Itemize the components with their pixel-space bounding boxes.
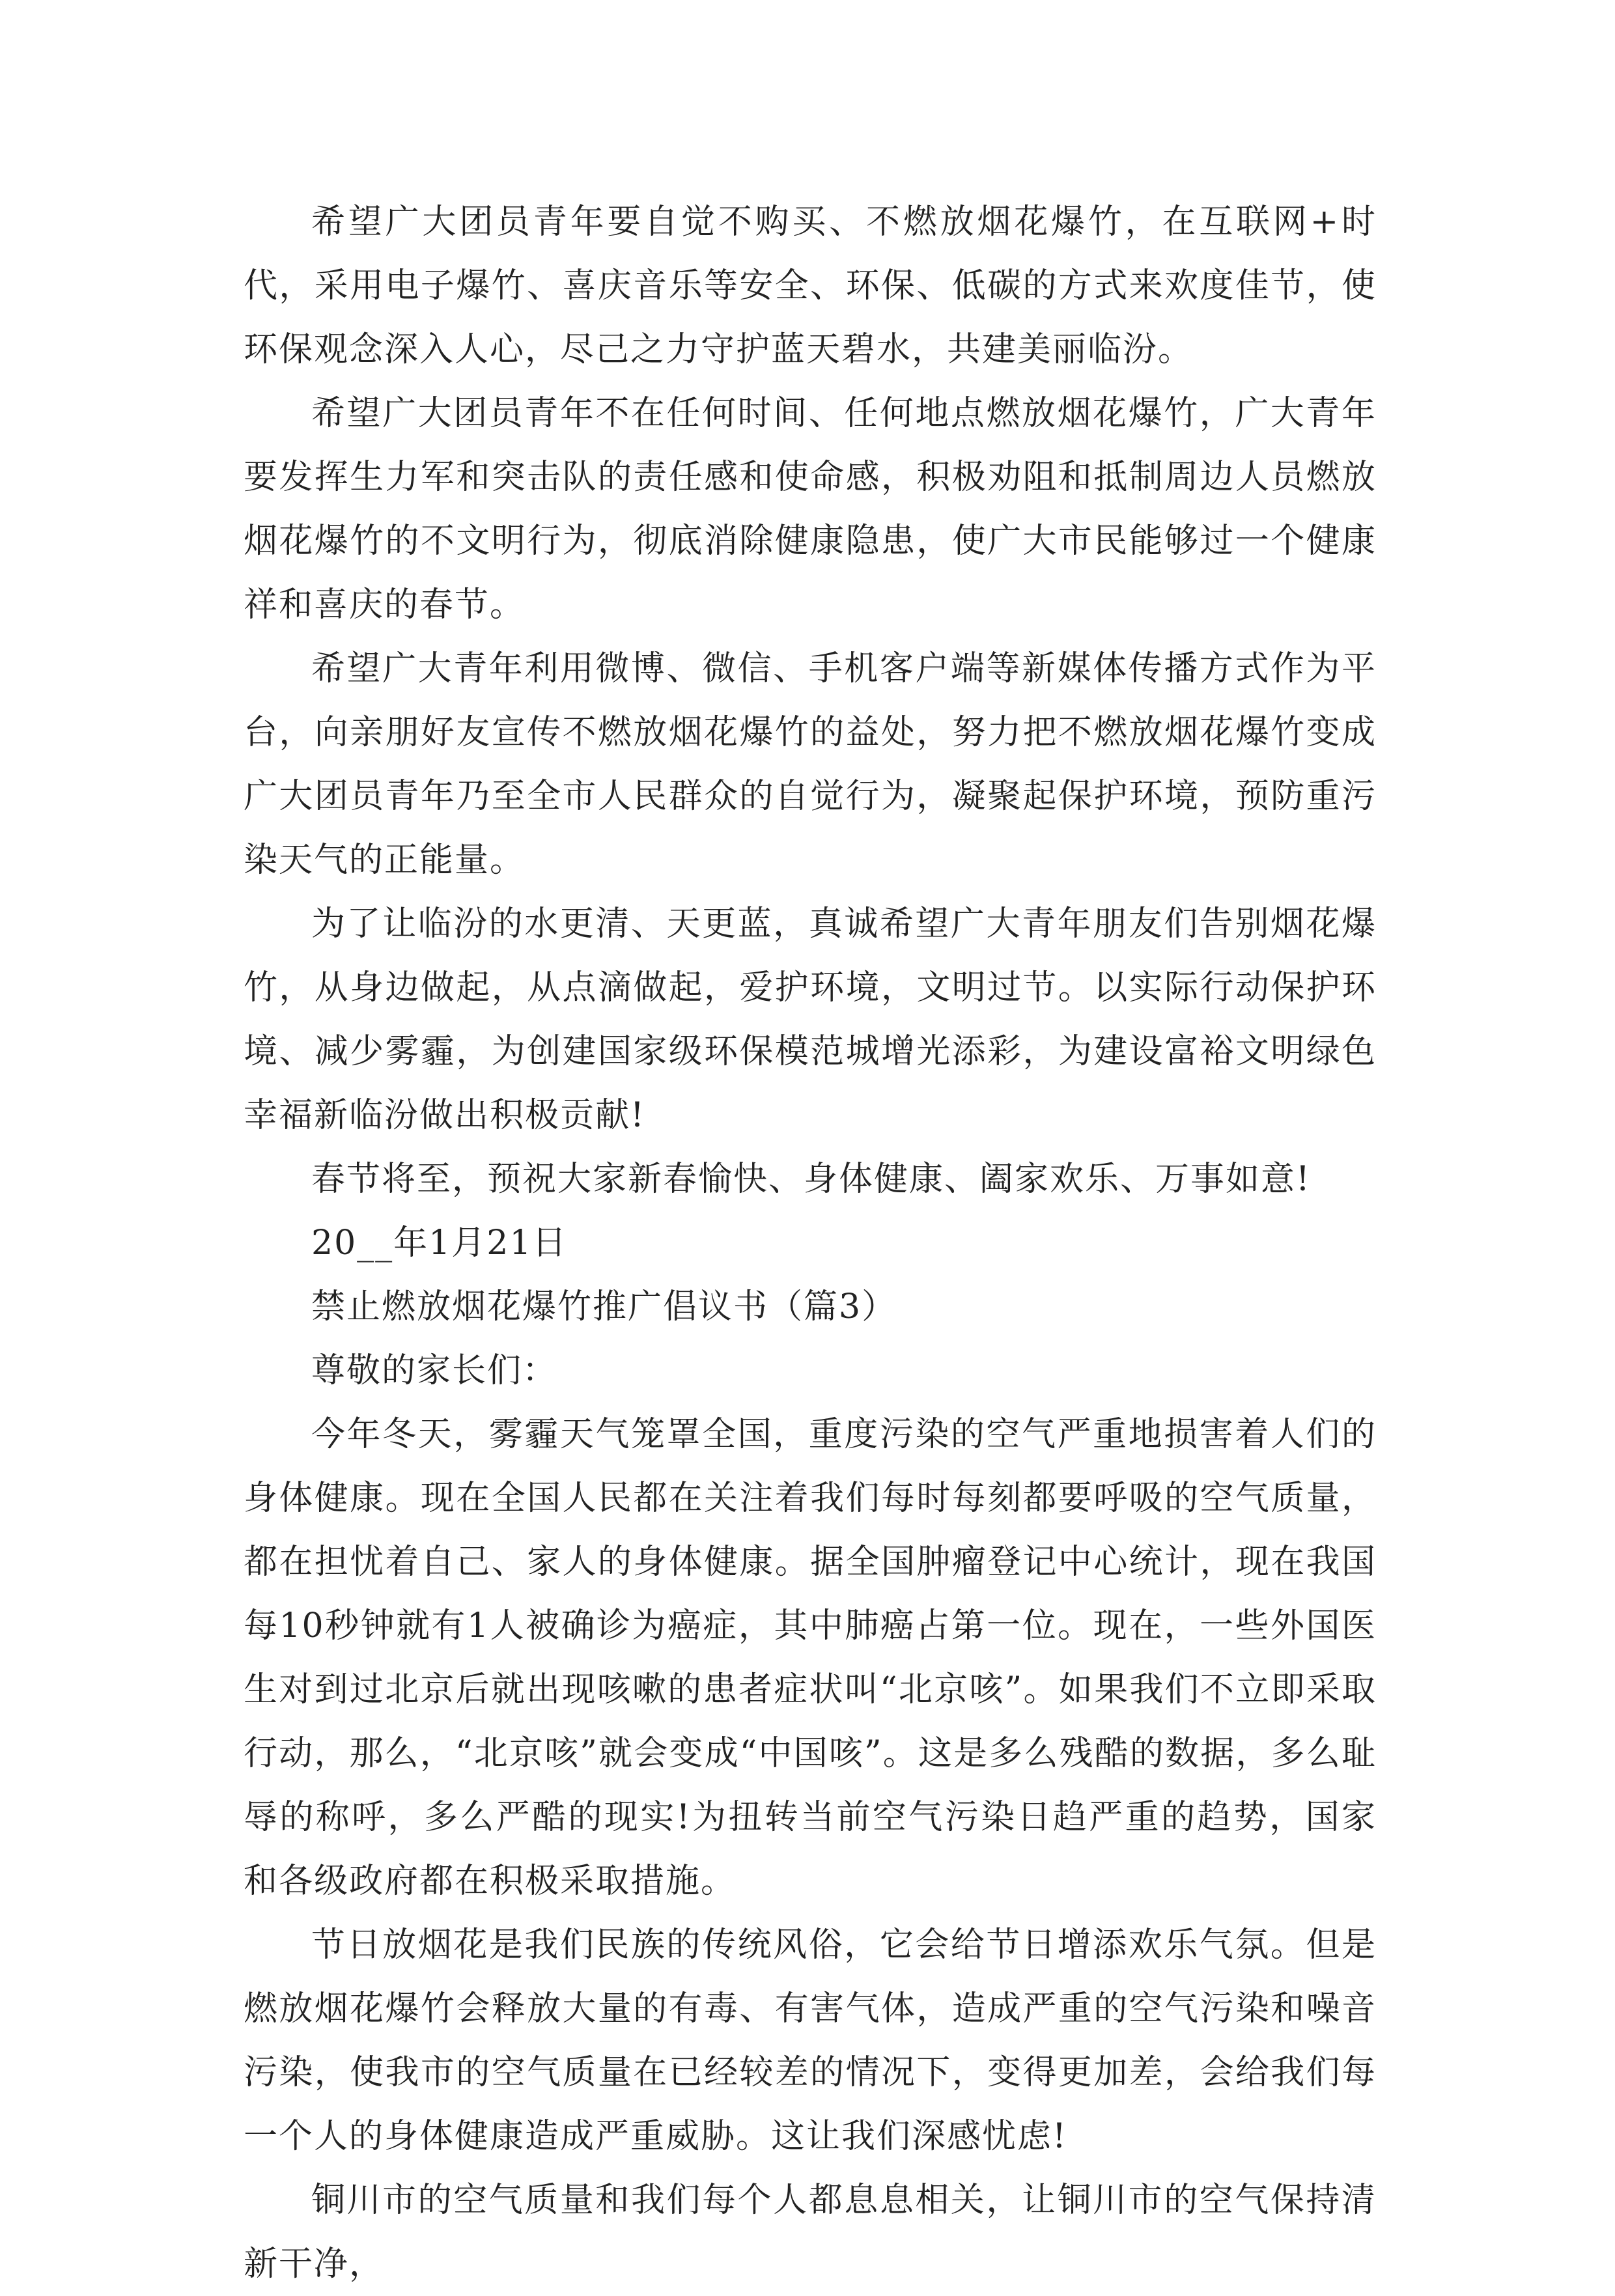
paragraph-1: 希望广大团员青年要自觉不购买、不燃放烟花爆竹，在互联网+时代，采用电子爆竹、喜庆音乐等安全、环保、低碳的方式来欢度佳节，使环保观念深入人心，尽己之力守护蓝天碧水，共建美丽临汾。 — [244, 203, 1377, 369]
greeting-line: 春节将至，预祝大家新春愉快、身体健康、阖家欢乐、万事如意! — [311, 1160, 1311, 1199]
paragraph-3: 希望广大青年利用微博、微信、手机客户端等新媒体传播方式作为平台，向亲朋好友宣传不燃放烟花爆竹的益处，努力把不燃放烟花爆竹变成广大团员青年乃至全市人民群众的自觉行为，凝聚起保护环境，预防重污染天气的正能量。 — [244, 649, 1377, 880]
salutation: 尊敬的家长们： — [311, 1351, 558, 1390]
paragraph-2: 希望广大团员青年不在任何时间、任何地点燃放烟花爆竹，广大青年要发挥生力军和突击队的责任感和使命感，积极劝阻和抵制周边人员燃放烟花爆竹的不文明行为，彻底消除健康隐患，使广大市民能够过一个健康祥和喜庆的春节。 — [244, 394, 1377, 624]
section-title: 禁止燃放烟花爆竹推广倡议书（篇3） — [311, 1287, 897, 1326]
document-body — [244, 190, 1377, 2296]
paragraph-5: 今年冬天，雾霾天气笼罩全国，重度污染的空气严重地损害着人们的身体健康。现在全国人民都在关注着我们每时每刻都要呼吸的空气质量，都在担忧着自己、家人的身体健康。据全国肿瘤登记中心统计，现在我国每10秒钟就有1人被确诊为癌症，其中肺癌占第一位。现在，一些外国医生对到过北京后就出现咳嗽的患者症状叫“北京咳”。如果我们不立即采取行动，那么，“北京咳”就会变成“中国咳”。这是多么残酷的数据，多么耻辱的称呼，多么严酷的现实!为扭转当前空气污染日趋严重的趋势，国家和各级政府都在积极采取措施。 — [244, 1415, 1377, 1901]
paragraph-4: 为了让临汾的水更清、天更蓝，真诚希望广大青年朋友们告别烟花爆竹，从身边做起，从点滴做起，爱护环境，文明过节。以实际行动保护环境、减少雾霾，为创建国家级环保模范城增光添彩，为建设富裕文明绿色幸福新临汾做出积极贡献! — [244, 904, 1377, 1135]
paragraph-7: 铜川市的空气质量和我们每个人都息息相关，让铜川市的空气保持清新干净， — [244, 2181, 1377, 2284]
date-line: 20__年1月21日 — [311, 1224, 568, 1263]
paragraph-6: 节日放烟花是我们民族的传统风俗，它会给节日增添欢乐气氛。但是燃放烟花爆竹会释放大量的有毒、有害气体，造成严重的空气污染和噪音污染，使我市的空气质量在已经较差的情况下，变得更加差，会给我们每一个人的身体健康造成严重威胁。这让我们深感忧虑! — [244, 1925, 1377, 2156]
